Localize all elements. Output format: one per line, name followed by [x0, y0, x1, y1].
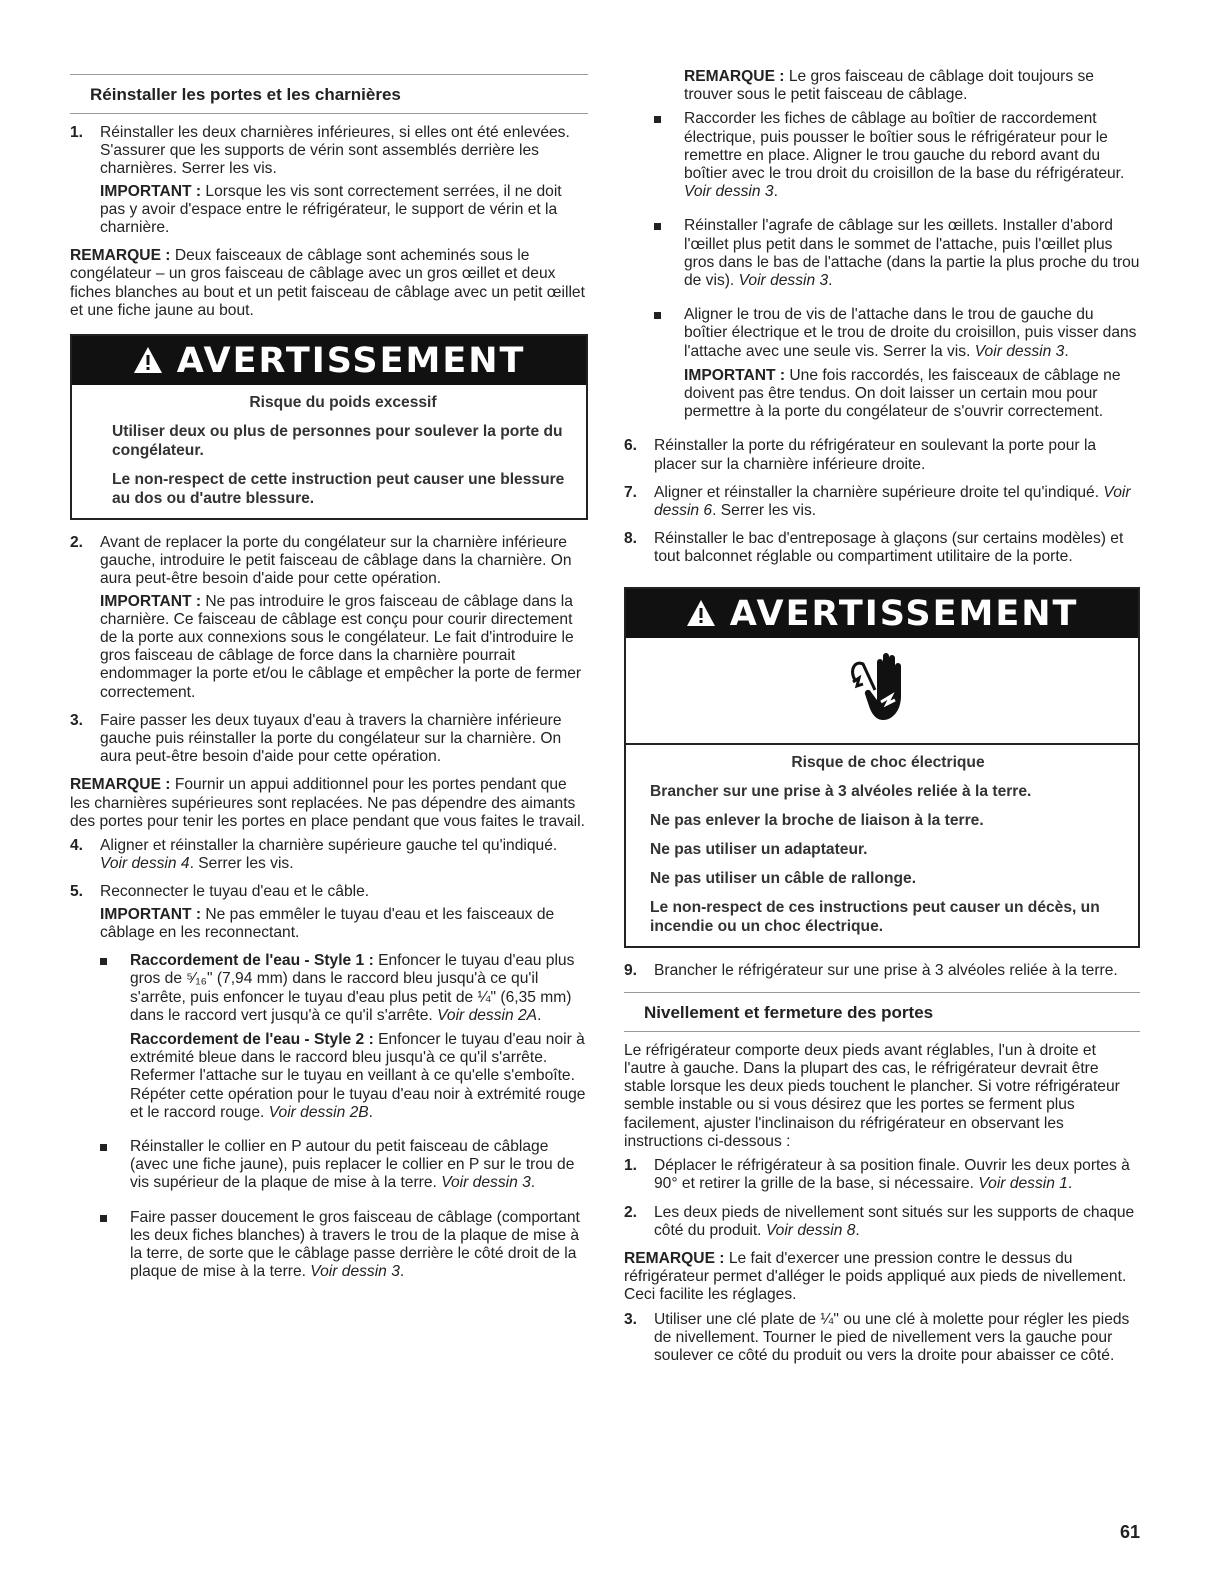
- warning-triangle-icon: [686, 596, 716, 636]
- step-4: 4. Aligner et réinstaller la charnière supérieure gauche tel qu'indiqué. Voir dessin 4. Serrer les vis.: [70, 837, 558, 873]
- step-6: 6. Réinstaller la porte du réfrigérateur en soulevant la porte pour la placer sur la charnière inférieure droite.: [624, 437, 1097, 473]
- warning-risk: Risque de choc électrique: [791, 753, 985, 771]
- step-3: 3. Faire passer les deux tuyaux d'eau à travers la charnière inférieure gauche puis réinstaller la porte du congélateur sur la charnière. On aura peut-être besoin d'aide pour cette opération.: [70, 711, 562, 766]
- remarque-note: REMARQUE : Fournir un appui additionnel pour les portes pendant que les charnières supérieures sont replacées. Ne pas dépendre des aimants des portes pour tenir les portes en place pendant que vous faites le travail.: [70, 776, 585, 830]
- remarque-note: REMARQUE : Le gros faisceau de câblage doit toujours se trouver sous le petit faisceau de câblage.: [684, 68, 1094, 104]
- leveling-intro: Le réfrigérateur comporte deux pieds avant réglables, l'un à droite et l'autre à gauche. Dans la plupart des cas, le réfrigérateur devrait être stable lorsque les deux pieds touchent le plancher. Si votre réfrigérateur semble instable ou si vous désirez que les portes se ferment plus facilement, ajuster l'inclinaison du réfrigérateur en observant les instructions ci-dessous :: [624, 1041, 1120, 1150]
- bullet-water-style: Raccordement de l'eau - Style 1 : Enfoncer le tuyau d'eau plus gros de ⁵⁄₁₆" (7,94 mm) dans le raccord bleu jusqu'à ce qu'il s'arrête, puis enfoncer le tuyau d'eau plus petit de ¼" (6,35 mm) dans le raccord vert jusqu'à ce qu'il s'arrête. Voir dessin 2A. Raccordement de l'eau - Style 2 : Enfoncer le tuyau d'eau noir à extrémité bleue dans le raccord bleu jusqu'à ce qu'il s'arrête. Refermer l'attache sur le tuyau en veillant à ce qu'elle s'emboîte. Répéter cette opération pour le tuyau d'eau noir à extrémité rouge et le raccord rouge. Voir dessin 2B.: [100, 952, 588, 1128]
- right-column: [624, 68, 1140, 1375]
- leveling-step-2: 2. Les deux pieds de nivellement sont situés sur les supports de chaque côté du produit. Voir dessin 8.: [624, 1203, 1135, 1239]
- warning-box-electric: [624, 587, 1140, 948]
- warning-line: Utiliser deux ou plus de personnes pour soulever la porte du congélateur.: [112, 423, 563, 460]
- electric-shock-icon: [847, 650, 917, 730]
- bullet-connect-plugs: Raccorder les fiches de câblage au boîtier de raccordement électrique, puis pousser le boîtier sous le réfrigérateur pour le remettre en place. Aligner le trou gauche du rebord avant du boîtier avec le trou droit du croisillon de la base du réfrigérateur. Voir dessin 3.: [654, 110, 1140, 207]
- warning-line: Ne pas utiliser un adaptateur.: [650, 840, 868, 858]
- leveling-step-1: 1. Déplacer le réfrigérateur à sa position finale. Ouvrir les deux portes à 90° et retirer la grille de la base, si nécessaire. Voir dessin 1.: [624, 1157, 1130, 1193]
- warning-risk: Risque du poids excessif: [249, 394, 437, 412]
- bullet-large-harness: Faire passer doucement le gros faisceau de câblage (comportant les deux fiches blanches) à travers le trou de la plaque de mise à la terre, de sorte que le câblage passe derrière le côté droit de la plaque de mise à la terre. Voir dessin 3.: [100, 1209, 588, 1288]
- bullet-square-icon: [654, 223, 661, 230]
- bullet-p-clamp: Réinstaller le collier en P autour du petit faisceau de câblage (avec une fiche jaune), puis replacer le collier en P sur le trou de vis supérieur de la plaque de mise à la terre. Voir dessin 3.: [100, 1138, 588, 1199]
- bullet-square-icon: [100, 958, 107, 965]
- bullet-align-screw: Aligner le trou de vis de l'attache dans le trou de gauche du boîtier électrique et le trou de droite du croisillon, puis visser dans l'attache avec une seule vis. Serrer la vis. Voir dessin 3. IMPORTANT : Une fois raccordés, les faisceaux de câblage ne doivent pas être tendus. On doit laisser un certain mou pour permettre à la porte du congélateur de s'ouvrir correctement.: [654, 306, 1140, 427]
- bullet-wire-clip: Réinstaller l'agrafe de câblage sur les œillets. Installer d'abord l'œillet plus petit dans le sommet de l'attache, puis l'œillet plus gros dans le bas de l'attache (dans la partie la plus proche du trou de vis). Voir dessin 3.: [654, 217, 1140, 296]
- bullet-square-icon: [100, 1215, 107, 1222]
- step-8: 8. Réinstaller le bac d'entreposage à glaçons (sur certains modèles) et tout balconnet réglable ou compartiment utilitaire de la porte.: [624, 530, 1124, 566]
- step-7: 7. Aligner et réinstaller la charnière supérieure droite tel qu'indiqué. Voir dessin 6. Serrer les vis.: [624, 483, 1131, 520]
- important-note: IMPORTANT : Ne pas introduire le gros faisceau de câblage dans la charnière. Ce faisceau de câblage est conçu pour courir directement de la porte aux connexions sous le congélateur. Le fait d'introduire le gros faisceau de câblage de force dans la charnière pourrait endommager la porte et/ou le câblage et empêcher la porte de fermer correctement.: [100, 592, 582, 701]
- page-number: 61: [1119, 1522, 1140, 1542]
- remarque-note: REMARQUE : Deux faisceaux de câblage sont acheminés sous le congélateur – un gros faisceau de câblage avec un gros œillet et deux fiches blanches au bout et un petit faisceau de câblage avec un petit œillet et une fiche jaune au bout.: [70, 247, 585, 319]
- remarque-note: REMARQUE : Le fait d'exercer une pression contre le dessus du réfrigérateur permet d'alléger le poids appliqué aux pieds de nivellement. Ceci facilite les réglages.: [624, 1249, 1127, 1304]
- warning-line: Le non-respect de cette instruction peut causer une blessure au dos ou d'autre blessure.: [112, 471, 565, 508]
- important-note: IMPORTANT : Ne pas emmêler le tuyau d'eau et les faisceaux de câblage en les reconnectant.: [100, 905, 555, 941]
- warning-line: Le non-respect de ces instructions peut causer un décès, un incendie ou un choc électrique.: [650, 898, 1100, 935]
- left-column: [70, 74, 588, 1297]
- step-1: 1. Réinstaller les deux charnières inférieures, si elles ont été enlevées. S'assurer que les supports de vérin sont assemblés derrière les charnières. Serrer les vis. IMPORTANT : Lorsque les vis sont correctement serrées, il ne doit pas y avoir d'espace entre le réfrigérateur, le support de vérin et la charnière.: [70, 124, 588, 241]
- section-title-reinstall: Réinstaller les portes et les charnières: [70, 74, 588, 114]
- step-9: 9. Brancher le réfrigérateur sur une prise à 3 alvéoles reliée à la terre.: [624, 961, 1118, 979]
- warning-line: Ne pas utiliser un câble de rallonge.: [650, 869, 917, 887]
- leveling-step-3: 3. Utiliser une clé plate de ¼" ou une clé à molette pour régler les pieds de nivellement. Tourner le pied de nivellement vers la gauche pour soulever ce côté du produit ou vers la droite pour abaisser ce côté.: [624, 1310, 1130, 1364]
- warning-banner: AVERTISSEMENT: [72, 336, 586, 385]
- step-5: 5. Reconnecter le tuyau d'eau et le câble. IMPORTANT : Ne pas emmêler le tuyau d'eau et les faisceaux de câblage en les reconnectant.: [70, 883, 588, 946]
- important-note: IMPORTANT : Lorsque les vis sont correctement serrées, il ne doit pas y avoir d'espace entre le réfrigérateur, le support de vérin et la charnière.: [100, 182, 562, 237]
- section-title-leveling: Nivellement et fermeture des portes: [624, 992, 1140, 1032]
- warning-line: Ne pas enlever la broche de liaison à la terre.: [650, 811, 984, 829]
- warning-triangle-icon: [133, 343, 163, 383]
- step-2: 2. Avant de replacer la porte du congélateur sur la charnière inférieure gauche, introduire le petit faisceau de câblage dans la charnière. On aura peut-être besoin d'aide pour cette opération. IMPORTANT : Ne pas introduire le gros faisceau de câblage dans la charnière. Ce faisceau de câblage est conçu pour courir directement de la porte aux connexions sous le congélateur. Le fait d'introduire le gros faisceau de câblage de force dans la charnière pourrait endommager la porte et/ou le câblage et empêcher la porte de fermer correctement.: [70, 534, 588, 706]
- important-note: IMPORTANT : Une fois raccordés, les faisceaux de câblage ne doivent pas être tendus. On doit laisser un certain mou pour permettre à la porte du congélateur de s'ouvrir correctement.: [684, 366, 1121, 421]
- warning-box-weight: [70, 334, 588, 520]
- bullet-square-icon: [654, 116, 661, 123]
- bullet-square-icon: [100, 1144, 107, 1151]
- warning-line: Brancher sur une prise à 3 alvéoles reliée à la terre.: [650, 782, 1032, 800]
- warning-banner: AVERTISSEMENT: [626, 589, 1138, 638]
- bullet-square-icon: [654, 312, 661, 319]
